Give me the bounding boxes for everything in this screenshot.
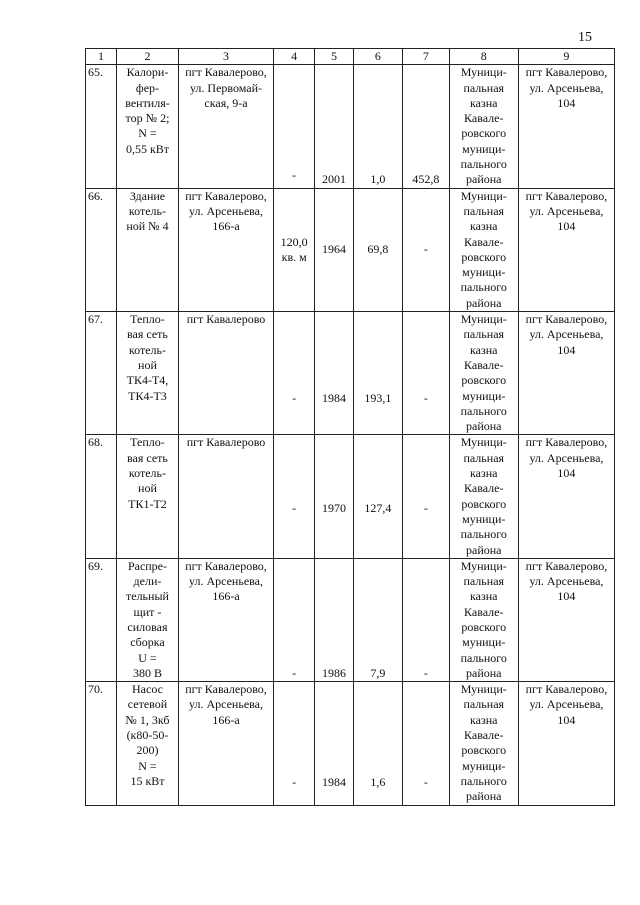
object-year: 1970 bbox=[315, 435, 353, 558]
object-name: Калори- фер- вентиля- тор № 2; N = 0,55 кВт bbox=[116, 65, 178, 188]
property-registry-table bbox=[85, 48, 615, 806]
object-holder: пгт Кавалерово, ул. Арсеньева, 104 bbox=[518, 312, 614, 435]
object-area: - bbox=[274, 435, 315, 558]
object-address: пгт Кавалерово, ул. Арсеньева, 166-а bbox=[178, 682, 273, 805]
column-header: 7 bbox=[403, 49, 449, 65]
object-value-7: - bbox=[403, 435, 449, 558]
column-header: 4 bbox=[274, 49, 315, 65]
column-header: 5 bbox=[315, 49, 353, 65]
object-holder: пгт Кавалерово, ул. Арсеньева, 104 bbox=[518, 558, 614, 681]
object-value-6: 1,6 bbox=[353, 682, 403, 805]
column-header: 3 bbox=[178, 49, 273, 65]
object-address: пгт Кавалерово bbox=[178, 435, 273, 558]
object-owner: Муници- пальная казна Кавале- ровского муници- пального района bbox=[449, 435, 518, 558]
table-row bbox=[86, 682, 615, 805]
table-row bbox=[86, 435, 615, 558]
object-holder: пгт Кавалерово, ул. Арсеньева, 104 bbox=[518, 65, 614, 188]
table-row bbox=[86, 65, 615, 188]
table-row bbox=[86, 188, 615, 311]
object-holder: пгт Кавалерово, ул. Арсеньева, 104 bbox=[518, 682, 614, 805]
row-number: 70. bbox=[86, 682, 117, 805]
object-address: пгт Кавалерово, ул. Первомай- ская, 9-а bbox=[178, 65, 273, 188]
object-value-7: - bbox=[403, 682, 449, 805]
object-year: 2001 bbox=[315, 65, 353, 188]
object-year: 1964 bbox=[315, 188, 353, 311]
object-owner: Муници- пальная казна Кавале- ровского муници- пального района bbox=[449, 312, 518, 435]
object-name: Распре- дели- тельный щит - силовая сборка U = 380 В bbox=[116, 558, 178, 681]
column-header: 1 bbox=[86, 49, 117, 65]
object-address: пгт Кавалерово bbox=[178, 312, 273, 435]
object-address: пгт Кавалерово, ул. Арсеньева, 166-а bbox=[178, 558, 273, 681]
object-name: Насос сетевой № 1, 3кб (к80-50- 200) N = 15 кВт bbox=[116, 682, 178, 805]
row-number: 69. bbox=[86, 558, 117, 681]
row-number: 65. bbox=[86, 65, 117, 188]
object-owner: Муници- пальная казна Кавале- ровского муници- пального района bbox=[449, 558, 518, 681]
object-year: 1986 bbox=[315, 558, 353, 681]
object-value-6: 1,0 bbox=[353, 65, 403, 188]
column-header: 9 bbox=[518, 49, 614, 65]
row-number: 68. bbox=[86, 435, 117, 558]
column-header: 8 bbox=[449, 49, 518, 65]
object-address: пгт Кавалерово, ул. Арсеньева, 166-а bbox=[178, 188, 273, 311]
object-area: - bbox=[274, 65, 315, 188]
object-area: - bbox=[274, 312, 315, 435]
object-name: Здание котель- ной № 4 bbox=[116, 188, 178, 311]
object-value-7: - bbox=[403, 312, 449, 435]
object-owner: Муници- пальная казна Кавале- ровского муници- пального района bbox=[449, 188, 518, 311]
table-row bbox=[86, 312, 615, 435]
object-value-7: - bbox=[403, 188, 449, 311]
object-value-6: 69,8 bbox=[353, 188, 403, 311]
object-value-6: 127,4 bbox=[353, 435, 403, 558]
column-header: 6 bbox=[353, 49, 403, 65]
object-area: 120,0 кв. м bbox=[274, 188, 315, 311]
object-name: Тепло- вая сеть котель- ной ТК1-Т2 bbox=[116, 435, 178, 558]
page-number: 15 bbox=[578, 30, 592, 45]
object-holder: пгт Кавалерово, ул. Арсеньева, 104 bbox=[518, 435, 614, 558]
object-value-7: 452,8 bbox=[403, 65, 449, 188]
row-number: 67. bbox=[86, 312, 117, 435]
object-owner: Муници- пальная казна Кавале- ровского муници- пального района bbox=[449, 65, 518, 188]
header-row bbox=[86, 49, 615, 65]
object-holder: пгт Кавалерово, ул. Арсеньева, 104 bbox=[518, 188, 614, 311]
object-owner: Муници- пальная казна Кавале- ровского муници- пального района bbox=[449, 682, 518, 805]
object-value-6: 193,1 bbox=[353, 312, 403, 435]
object-value-7: - bbox=[403, 558, 449, 681]
row-number: 66. bbox=[86, 188, 117, 311]
object-area: - bbox=[274, 558, 315, 681]
object-year: 1984 bbox=[315, 312, 353, 435]
object-area: - bbox=[274, 682, 315, 805]
column-header: 2 bbox=[116, 49, 178, 65]
object-name: Тепло- вая сеть котель- ной ТК4-Т4, ТК4-Т3 bbox=[116, 312, 178, 435]
table-row bbox=[86, 558, 615, 681]
object-year: 1984 bbox=[315, 682, 353, 805]
object-value-6: 7,9 bbox=[353, 558, 403, 681]
